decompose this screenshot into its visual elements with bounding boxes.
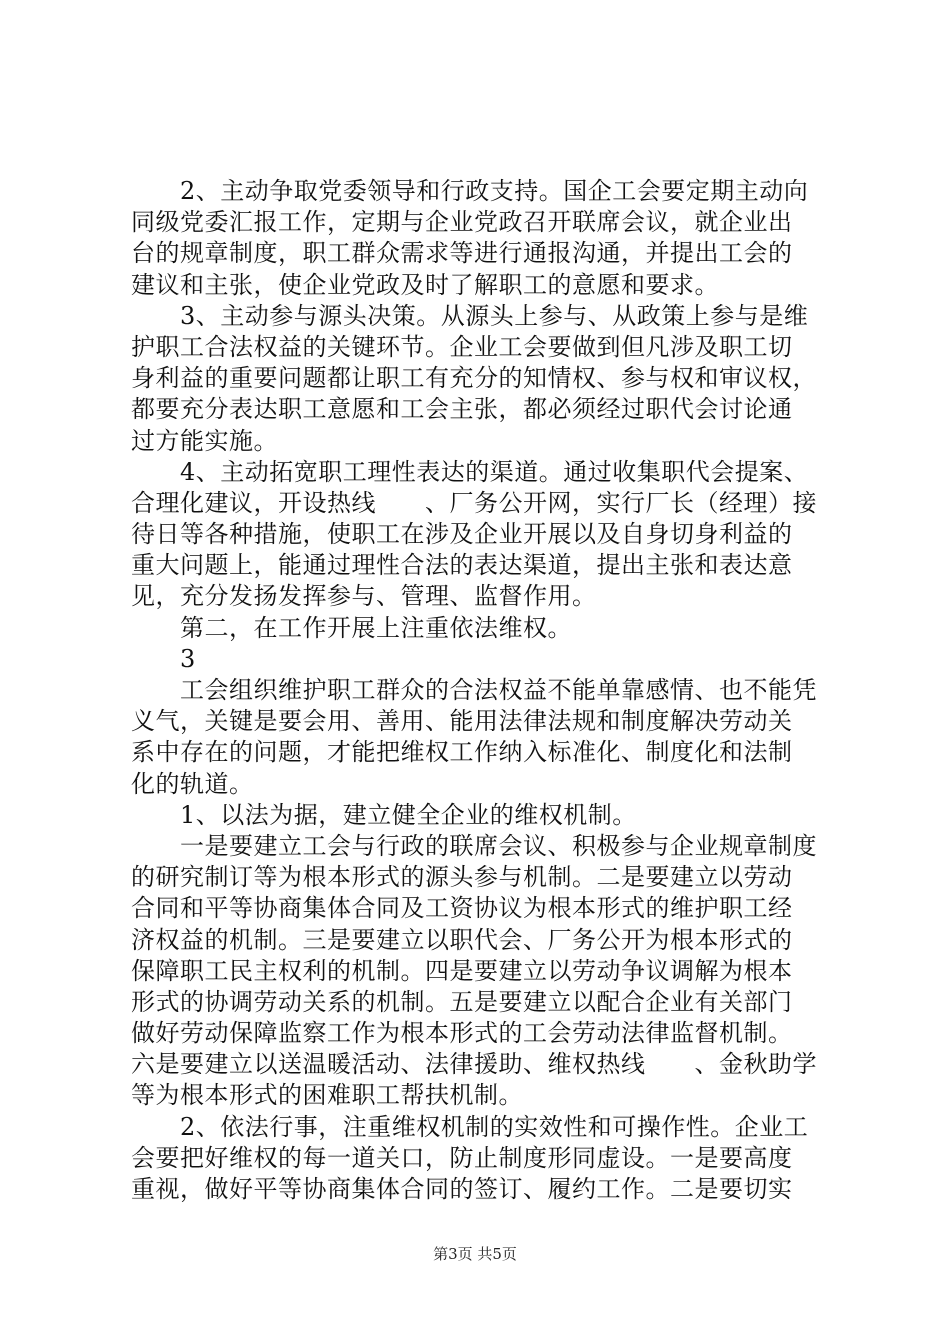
text-line: 六是要建立以送温暖活动、法律援助、维权热线 、金秋助学: [131, 1050, 817, 1079]
text-line: 1、以法为据，建立健全企业的维权机制。: [180, 800, 637, 829]
text-line: 合同和平等协商集体合同及工资协议为根本形式的维护职工经: [131, 894, 793, 923]
text-line: 身利益的重要问题都让职工有充分的知情权、参与权和审议权，: [131, 364, 817, 393]
text-line: 建议和主张，使企业党政及时了解职工的意愿和要求。: [131, 270, 719, 299]
text-line: 工会组织维护职工群众的合法权益不能单靠感情、也不能凭: [180, 676, 817, 704]
text-line: 3: [180, 644, 196, 673]
text-line: 过方能实施。: [131, 426, 278, 455]
text-line: 3、主动参与源头决策。从源头上参与、从政策上参与是维: [180, 301, 809, 330]
document-body: [131, 176, 831, 1205]
text-line: 台的规章制度，职工群众需求等进行通报沟通，并提出工会的: [131, 239, 793, 268]
text-line: 都要充分表达职工意愿和工会主张，都必须经过职代会讨论通: [131, 395, 793, 424]
text-line: 第二，在工作开展上注重依法维权。: [180, 613, 572, 642]
text-line: 化的轨道。: [131, 769, 254, 798]
text-line: 保障职工民主权利的机制。四是要建立以劳动争议调解为根本: [131, 956, 793, 985]
text-line: 系中存在的问题，才能把维权工作纳入标准化、制度化和法制: [131, 738, 793, 767]
text-line: 形式的协调劳动关系的机制。五是要建立以配合企业有关部门: [131, 987, 793, 1016]
text-line: 一是要建立工会与行政的联席会议、积极参与企业规章制度: [180, 831, 817, 860]
text-line: 同级党委汇报工作，定期与企业党政召开联席会议，就企业出: [131, 208, 793, 237]
text-line: 重视，做好平等协商集体合同的签订、履约工作。二是要切实: [131, 1175, 793, 1203]
text-line: 4、主动拓宽职工理性表达的渠道。通过收集职代会提案、: [180, 457, 809, 486]
text-line: 2、主动争取党委领导和行政支持。国企工会要定期主动向: [180, 177, 809, 205]
page-footer: 第3页 共5页: [433, 1245, 517, 1263]
text-line: 济权益的机制。三是要建立以职代会、厂务公开为根本形式的: [131, 925, 793, 954]
text-line: 见，充分发扬发挥参与、管理、监督作用。: [131, 582, 597, 611]
text-line: 会要把好维权的每一道关口，防止制度形同虚设。一是要高度: [131, 1143, 793, 1172]
text-line: 的研究制订等为根本形式的源头参与机制。二是要建立以劳动: [131, 863, 793, 892]
text-line: 护职工合法权益的关键环节。企业工会要做到但凡涉及职工切: [131, 332, 793, 361]
text-line: 等为根本形式的困难职工帮扶机制。: [131, 1081, 523, 1110]
text-line: 待日等各种措施，使职工在涉及企业开展以及自身切身利益的: [131, 520, 793, 549]
text-line: 2、依法行事，注重维权机制的实效性和可操作性。企业工: [180, 1112, 809, 1141]
text-line: 重大问题上，能通过理性合法的表达渠道，提出主张和表达意: [131, 551, 793, 580]
text-line: 合理化建议，开设热线 、厂务公开网，实行厂长（经理）接: [131, 488, 817, 517]
text-line: 义气，关键是要会用、善用、能用法律法规和制度解决劳动关: [131, 707, 793, 736]
text-line: 做好劳动保障监察工作为根本形式的工会劳动法律监督机制。: [131, 1019, 793, 1048]
